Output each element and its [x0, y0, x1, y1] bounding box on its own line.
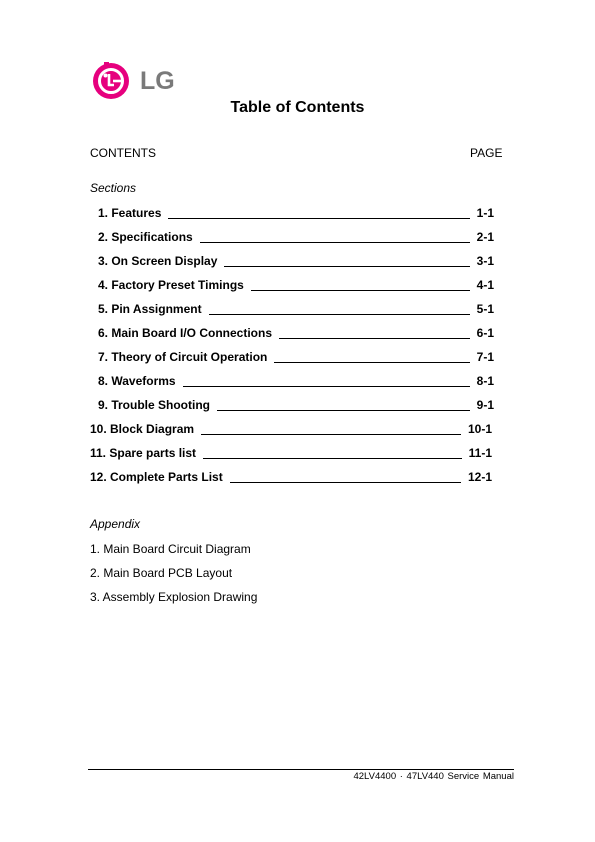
toc-leader-line	[200, 241, 470, 243]
toc-leader-line	[251, 289, 470, 291]
appendix-heading: Appendix	[90, 517, 141, 531]
toc-page-number: 5-1	[476, 302, 494, 316]
toc-label: 11. Spare parts list	[90, 446, 197, 460]
toc-leader-line	[209, 313, 470, 315]
toc-row	[98, 253, 494, 269]
toc-page-number: 4-1	[476, 278, 494, 292]
appendix-item: 1. Main Board Circuit Diagram	[90, 542, 251, 556]
toc-row	[98, 349, 494, 365]
lg-logo-text: LG	[140, 67, 175, 95]
lg-logo	[92, 62, 187, 100]
toc-page-number: 10-1	[467, 422, 492, 436]
toc-label: 12. Complete Parts List	[90, 470, 223, 484]
toc-page-number: 11-1	[468, 446, 492, 460]
toc-label: 7. Theory of Circuit Operation	[98, 350, 268, 364]
toc-row	[90, 445, 492, 461]
sections-heading: Sections	[90, 181, 137, 195]
toc-page-number: 1-1	[476, 206, 494, 220]
toc-row	[98, 373, 494, 389]
toc-leader-line	[168, 217, 469, 219]
toc-leader-line	[279, 337, 470, 339]
footer-rule	[88, 769, 514, 770]
toc-page-number: 12-1	[467, 470, 492, 484]
toc-label: 8. Waveforms	[98, 374, 176, 388]
toc-page-number: 2-1	[476, 230, 494, 244]
toc-leader-line	[201, 433, 461, 435]
toc-label: 9. Trouble Shooting	[98, 398, 210, 412]
toc-page-number: 6-1	[476, 326, 494, 340]
toc-leader-line	[217, 409, 470, 411]
toc-leader-line	[230, 481, 461, 483]
page-title: Table of Contents	[230, 99, 365, 116]
toc-row	[98, 325, 494, 341]
toc-label: 1. Features	[98, 206, 162, 220]
toc-page-number: 7-1	[476, 350, 494, 364]
toc-label: 10. Block Diagram	[90, 422, 195, 436]
toc-label: 4. Factory Preset Timings	[98, 278, 244, 292]
toc-page-number: 9-1	[476, 398, 494, 412]
toc-row	[98, 205, 494, 221]
toc-label: 6. Main Board I/O Connections	[98, 326, 273, 340]
footer-text: 42LV4400 · 47LV440 Service Manual	[353, 771, 514, 782]
toc-label: 2. Specifications	[98, 230, 193, 244]
toc-leader-line	[183, 385, 470, 387]
appendix-item: 2. Main Board PCB Layout	[90, 566, 233, 580]
lg-logo-icon	[92, 62, 130, 100]
contents-header: CONTENTS	[90, 146, 156, 160]
page-header: PAGE	[470, 146, 503, 160]
toc-row	[98, 301, 494, 317]
toc-leader-line	[203, 457, 462, 459]
toc-row	[98, 397, 494, 413]
toc-page-number: 8-1	[476, 374, 494, 388]
toc-label: 5. Pin Assignment	[98, 302, 202, 316]
toc-row	[90, 421, 492, 437]
appendix-item: 3. Assembly Explosion Drawing	[90, 590, 258, 604]
toc-row	[90, 469, 492, 485]
toc-leader-line	[274, 361, 469, 363]
toc-label: 3. On Screen Display	[98, 254, 218, 268]
toc-leader-line	[224, 265, 469, 267]
toc-page-number: 3-1	[476, 254, 494, 268]
toc-row	[98, 229, 494, 245]
toc-row	[98, 277, 494, 293]
